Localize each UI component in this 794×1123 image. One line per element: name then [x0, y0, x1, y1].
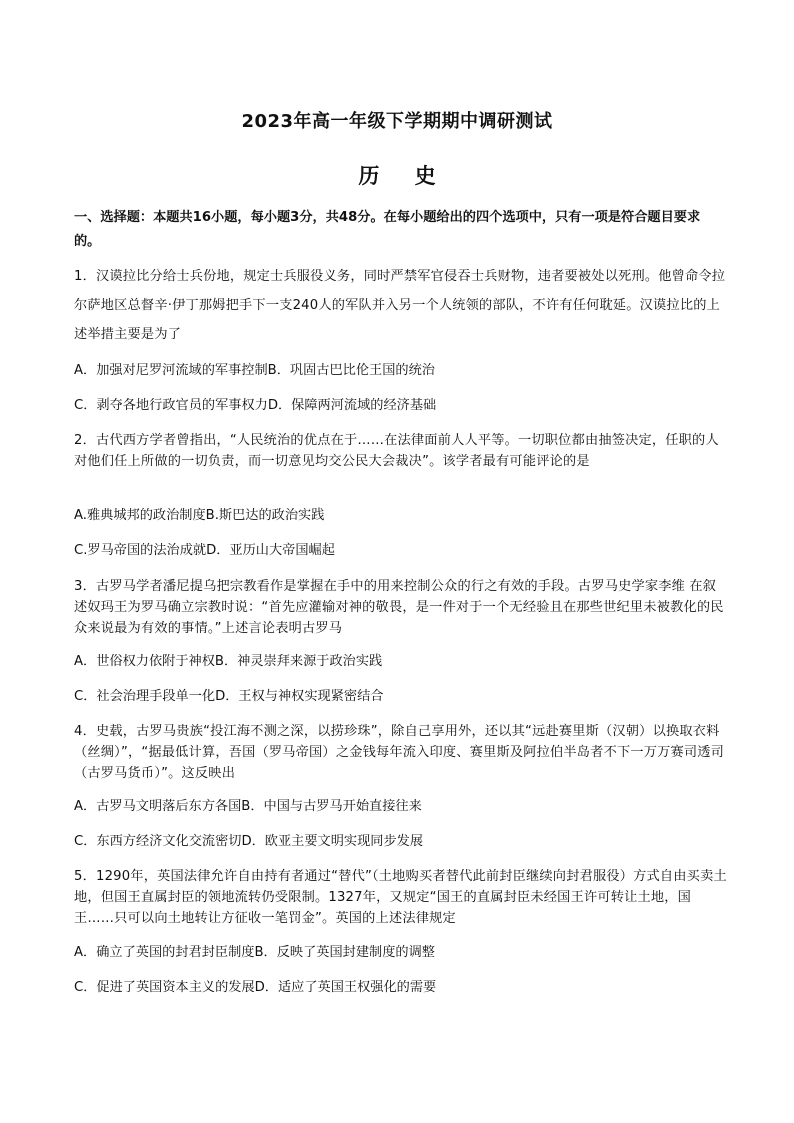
question-4-option-a: A．古罗马文明落后东方各国	[74, 799, 242, 814]
question-5-options-row-2	[74, 978, 728, 998]
document-title: 2023年高一年级下学期期中调研测试	[241, 111, 553, 132]
question-2-option-c: C.罗马帝国的法治成就	[74, 543, 207, 558]
question-1-stem: 1．汉谟拉比分给士兵份地，规定士兵服役义务，同时严禁军官侵吞士兵财物，违者要被处以死刑。他曾命令拉尔萨地区总督辛·伊丁那姆把手下一支240人的军队并入另一个人统领的部队，不许有任何耽延。汉谟拉比的上述举措主要是为了	[74, 269, 726, 342]
question-1-option-a: A．加强对尼罗河流域的军事控制	[74, 363, 268, 378]
question-2-option-b: B.斯巴达的政治实践	[205, 508, 325, 523]
question-4-option-d: D．欧亚主要文明实现同步发展	[241, 834, 424, 849]
question-3-option-a: A．世俗权力依附于神权	[74, 654, 215, 669]
question-3-stem: 3．古罗马学者潘尼提乌把宗教看作是掌握在手中的用来控制公众的行之有效的手段。古罗马史学家李维 在叙述奴玛王为罗马确立宗教时说：“首先应灌输对神的敬畏，是一件对于一个无经验且在那些世纪里未被教化的民众来说最为有效的事情。”上述言论表明古罗马	[74, 579, 724, 636]
question-5-option-a: A．确立了英国的封君封臣制度	[74, 945, 255, 960]
question-3-option-b: B．神灵崇拜来源于政治实践	[214, 654, 383, 669]
question-2-stem: 2．古代西方学者曾指出，“人民统治的优点在于……在法律面前人人平等。一切职位都由抽签决定，任职的人对他们任上所做的一切负责，而一切意见均交公民大会裁决”。该学者最有可能评论的是	[74, 433, 719, 469]
question-5-option-d: D．适应了英国王权强化的需要	[254, 980, 437, 995]
question-4-options-row-1	[74, 797, 728, 817]
question-4-options-row-2	[74, 832, 728, 852]
question-3-options-row-2	[74, 687, 728, 707]
question-3-option-c: C．社会治理手段单一化	[74, 689, 216, 704]
question-1-options-row-2	[74, 396, 728, 416]
question-2-options-row-2	[74, 541, 728, 561]
question-3-option-d: D．王权与神权实现紧密结合	[215, 689, 384, 704]
question-4-stem: 4．史载，古罗马贵族“投江海不测之深，以捞珍珠”，除自己享用外，还以其“远赴赛里斯（汉朝）以换取衣料（丝绸）”，“据最低计算，吾国（罗马帝国）之金钱每年流入印度、赛里斯及阿拉伯半岛者不下一万万赛司透司（古罗马货币）”。这反映出	[74, 724, 725, 781]
question-2-option-a: A.雅典城邦的政治制度	[74, 508, 206, 523]
question-2-option-d: D．亚历山大帝国崛起	[206, 543, 335, 558]
question-4-option-c: C．东西方经济文化交流密切	[74, 834, 242, 849]
subject-title: 历 史	[358, 164, 450, 188]
question-1-option-d: D．保障两河流域的经济基础	[267, 398, 437, 413]
question-5-option-b: B．反映了英国封建制度的调整	[254, 945, 435, 960]
question-5-stem: 5．1290年，英国法律允许自由持有者通过“替代”（土地购买者替代此前封臣继续向封君服役）方式自由买卖土地，但国王直属封臣的领地流转仍受限制。1327年，又规定“国王的直属封臣未经国王许可转让土地，国王……只可以向土地转让方征收一笔罚金”。英国的上述法律规定	[74, 869, 727, 926]
question-1-option-b: B．巩固古巴比伦王国的统治	[267, 363, 435, 378]
question-2-options-row-1	[74, 506, 728, 526]
section-header: 一、选择题：本题共16小题，每小题3分，共48分。在每小题给出的四个选项中，只有一项是符合题目要求的。	[74, 210, 701, 249]
question-5-option-c: C．促进了英国资本主义的发展	[74, 980, 255, 995]
question-5-options-row-1	[74, 943, 728, 963]
question-3-options-row-1	[74, 652, 728, 672]
question-1-option-c: C．剥夺各地行政官员的军事权力	[74, 398, 268, 413]
question-4-option-b: B．中国与古罗马开始直接往来	[241, 799, 422, 814]
question-1-options-row-1	[74, 361, 728, 381]
